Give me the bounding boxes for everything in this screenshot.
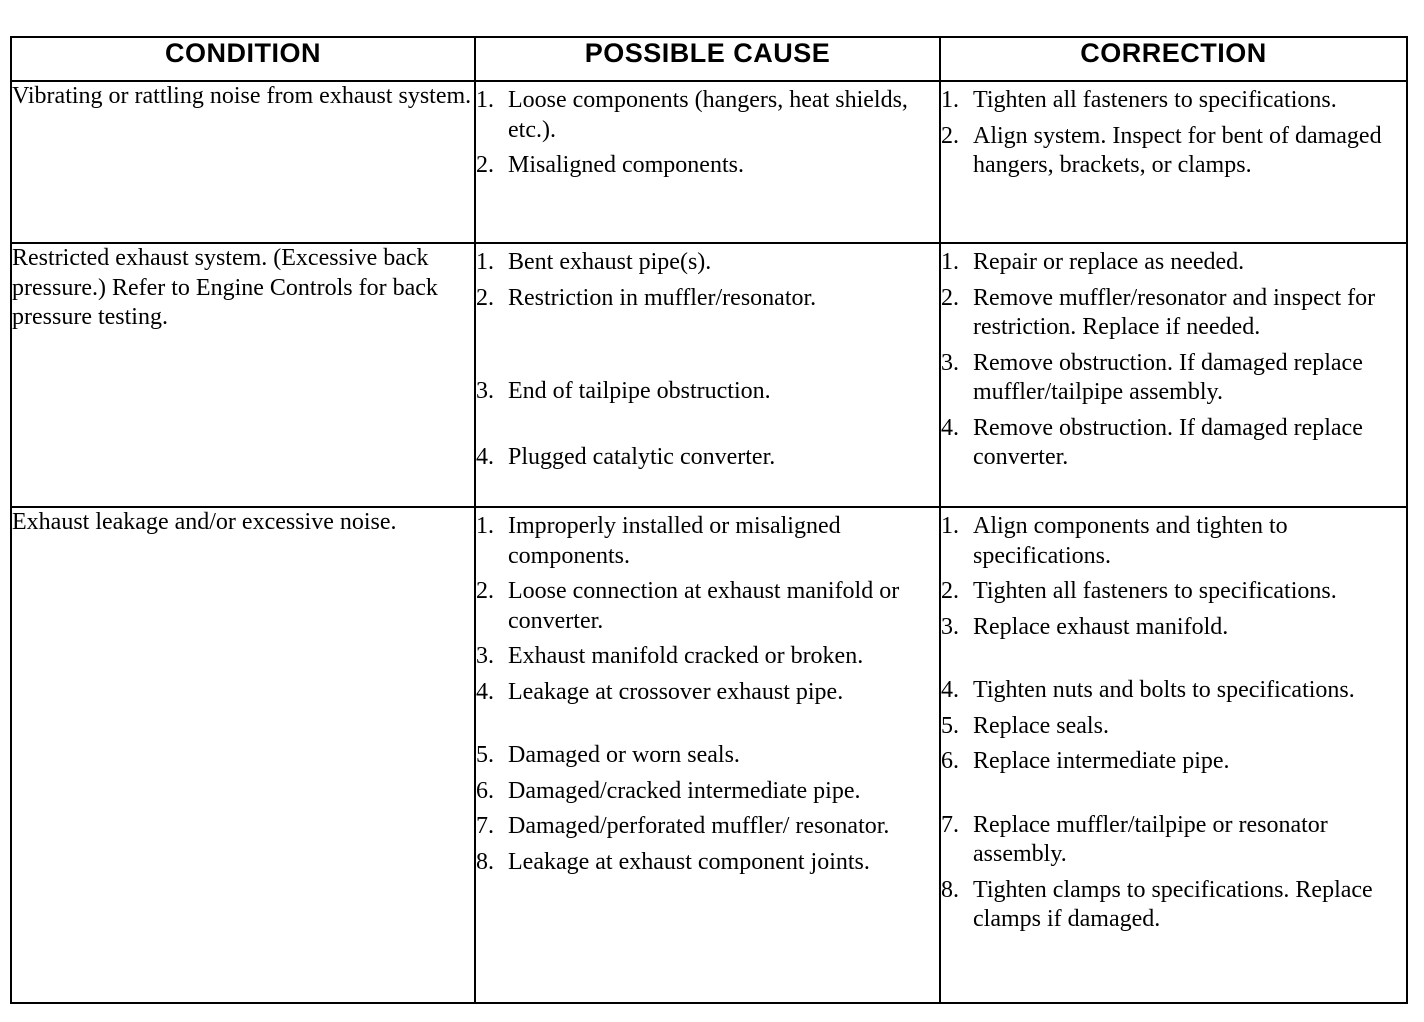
item-number: 2. bbox=[941, 122, 959, 149]
correction-cell bbox=[940, 507, 1407, 1003]
item-number: 7. bbox=[941, 811, 959, 838]
item-text: Restriction in muffler/resonator. bbox=[508, 284, 817, 311]
item-number: 1. bbox=[941, 87, 959, 113]
item-number: 2. bbox=[476, 578, 494, 604]
table-row bbox=[11, 81, 1407, 243]
item-number: 6. bbox=[476, 777, 494, 804]
header-correction: CORRECTION bbox=[940, 37, 1407, 81]
cause-cell bbox=[475, 507, 940, 1003]
item-number: 1. bbox=[941, 249, 959, 275]
item-number: 3. bbox=[476, 643, 494, 669]
item-text: Replace seals. bbox=[973, 712, 1109, 739]
cause-item bbox=[476, 642, 939, 672]
correction-item bbox=[941, 349, 1406, 408]
item-number: 6. bbox=[941, 748, 959, 774]
item-number: 7. bbox=[476, 813, 494, 839]
item-number: 2. bbox=[476, 152, 494, 178]
correction-item bbox=[941, 414, 1406, 473]
item-number: 2. bbox=[941, 578, 959, 604]
cause-item bbox=[476, 86, 939, 145]
item-number: 4. bbox=[476, 678, 494, 705]
correction-item bbox=[941, 248, 1406, 278]
item-text: Replace exhaust manifold. bbox=[973, 613, 1229, 640]
header-possible-cause: POSSIBLE CAUSE bbox=[475, 37, 940, 81]
item-number: 1. bbox=[476, 249, 494, 275]
cause-item bbox=[476, 443, 939, 473]
item-number: 3. bbox=[476, 378, 494, 404]
item-text: Align components and tighten to specifications. bbox=[973, 513, 1288, 569]
correction-item bbox=[941, 747, 1406, 777]
item-text: Tighten nuts and bolts to specifications. bbox=[973, 677, 1355, 703]
cause-item bbox=[476, 284, 939, 314]
condition-cell: Restricted exhaust system. (Excessive back pressure.) Refer to Engine Controls for back pressure testing. bbox=[11, 243, 475, 507]
item-text: Align system. Inspect for bent of damaged hangers, brackets, or clamps. bbox=[973, 122, 1382, 178]
correction-item bbox=[941, 512, 1406, 571]
item-number: 2. bbox=[941, 284, 959, 311]
correction-item bbox=[941, 876, 1406, 935]
item-text: Improperly installed or misaligned components. bbox=[508, 513, 841, 569]
correction-item bbox=[941, 284, 1406, 343]
cause-cell bbox=[475, 81, 940, 243]
cause-item bbox=[476, 248, 939, 278]
item-number: 2. bbox=[476, 284, 494, 311]
cause-item bbox=[476, 151, 939, 181]
item-text: Plugged catalytic converter. bbox=[508, 443, 776, 470]
item-text: Loose connection at exhaust manifold or converter. bbox=[508, 578, 900, 634]
correction-item bbox=[941, 613, 1406, 643]
item-text: Tighten clamps to specifications. Replace clamps if damaged. bbox=[973, 876, 1373, 932]
item-text: Damaged or worn seals. bbox=[508, 742, 740, 768]
cause-item bbox=[476, 678, 939, 708]
item-text: Misaligned components. bbox=[508, 152, 744, 178]
item-text: Replace intermediate pipe. bbox=[973, 748, 1230, 774]
item-text: Replace muffler/tailpipe or resonator assembly. bbox=[973, 811, 1328, 867]
item-text: Loose components (hangers, heat shields, etc.). bbox=[508, 87, 908, 143]
item-number: 5. bbox=[476, 742, 494, 768]
correction-item bbox=[941, 86, 1406, 116]
item-text: Bent exhaust pipe(s). bbox=[508, 249, 712, 275]
cause-item bbox=[476, 741, 939, 771]
item-number: 4. bbox=[476, 443, 494, 470]
item-number: 3. bbox=[941, 613, 959, 640]
cause-item bbox=[476, 848, 939, 878]
correction-item bbox=[941, 712, 1406, 742]
item-text: Leakage at crossover exhaust pipe. bbox=[508, 678, 844, 705]
table-row bbox=[11, 243, 1407, 507]
item-number: 8. bbox=[476, 848, 494, 875]
item-text: End of tailpipe obstruction. bbox=[508, 378, 771, 404]
item-text: Remove muffler/resonator and inspect for restriction. Replace if needed. bbox=[973, 284, 1376, 340]
correction-item bbox=[941, 811, 1406, 870]
item-text: Leakage at exhaust component joints. bbox=[508, 848, 870, 875]
cause-item bbox=[476, 777, 939, 807]
item-number: 8. bbox=[941, 876, 959, 903]
cause-item bbox=[476, 512, 939, 571]
cause-cell bbox=[475, 243, 940, 507]
item-text: Damaged/perforated muffler/ resonator. bbox=[508, 813, 890, 839]
correction-item bbox=[941, 577, 1406, 607]
item-text: Remove obstruction. If damaged replace muffler/tailpipe assembly. bbox=[973, 349, 1363, 405]
header-condition: CONDITION bbox=[11, 37, 475, 81]
cause-item bbox=[476, 377, 939, 407]
item-text: Exhaust manifold cracked or broken. bbox=[508, 643, 864, 669]
cause-item bbox=[476, 812, 939, 842]
item-number: 1. bbox=[476, 87, 494, 113]
item-number: 4. bbox=[941, 414, 959, 441]
correction-cell bbox=[940, 243, 1407, 507]
item-text: Tighten all fasteners to specifications. bbox=[973, 87, 1337, 113]
correction-item bbox=[941, 122, 1406, 181]
item-number: 1. bbox=[941, 513, 959, 539]
diagnosis-table bbox=[10, 36, 1408, 1004]
correction-cell bbox=[940, 81, 1407, 243]
condition-cell: Exhaust leakage and/or excessive noise. bbox=[11, 507, 475, 1003]
header-row bbox=[11, 37, 1407, 81]
condition-cell: Vibrating or rattling noise from exhaust system. bbox=[11, 81, 475, 243]
item-number: 3. bbox=[941, 349, 959, 376]
item-text: Tighten all fasteners to specifications. bbox=[973, 578, 1337, 604]
table-row bbox=[11, 507, 1407, 1003]
item-number: 1. bbox=[476, 513, 494, 539]
correction-item bbox=[941, 676, 1406, 706]
item-text: Damaged/cracked intermediate pipe. bbox=[508, 777, 861, 804]
item-number: 5. bbox=[941, 712, 959, 739]
item-text: Repair or replace as needed. bbox=[973, 249, 1245, 275]
cause-item bbox=[476, 577, 939, 636]
item-text: Remove obstruction. If damaged replace converter. bbox=[973, 414, 1363, 470]
item-number: 4. bbox=[941, 677, 959, 703]
